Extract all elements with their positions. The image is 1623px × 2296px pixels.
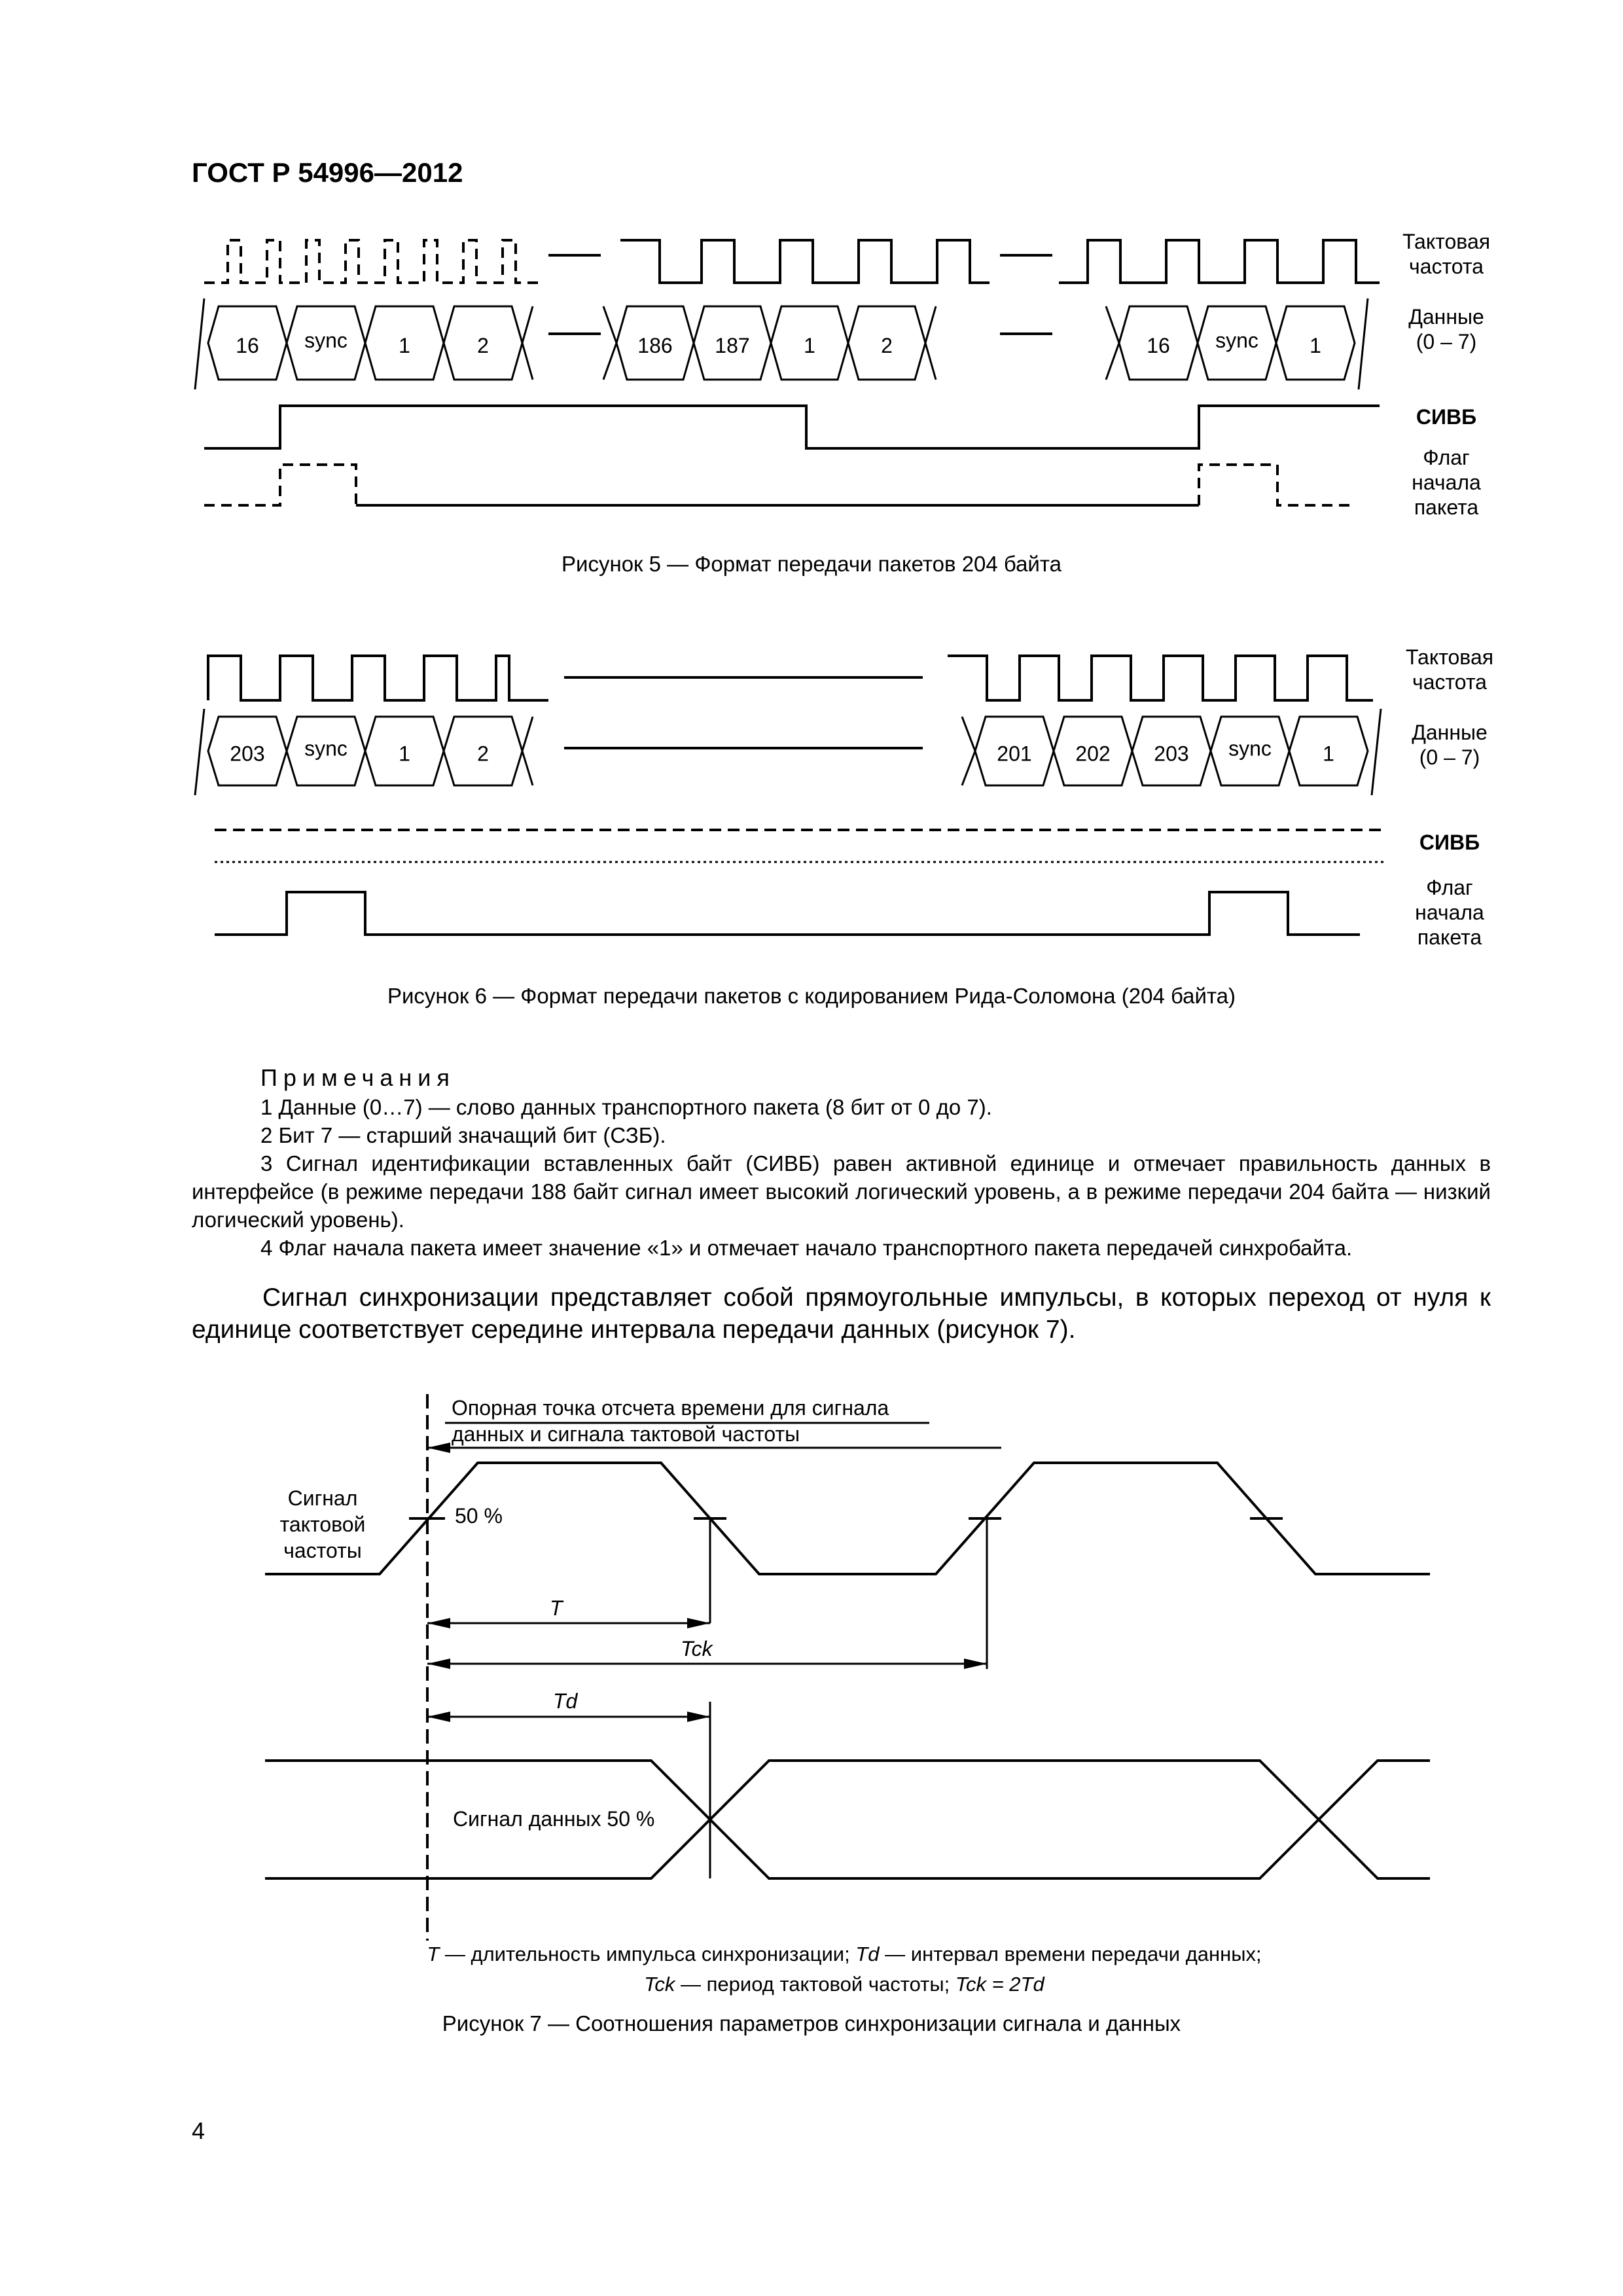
data-byte-label: 2 (477, 334, 489, 357)
bus-open-edge (962, 717, 975, 785)
pct-label: 50 % (455, 1504, 503, 1528)
data-signal-label: Сигнал данных 50 % (453, 1807, 655, 1831)
reference-label: данных и сигнала тактовой частоты (452, 1422, 800, 1446)
t-label: T (550, 1596, 563, 1620)
data-byte-label: sync (1228, 736, 1272, 761)
note-item: 3 Сигнал идентификации вставленных байт (СИВБ) равен активной единице и отмечает правильность данных в интерфейсе (в режиме передачи 188 байт сигнал имеет высокий логический уровень, а в режиме передачи 204 байта — низкий логический уровень). (192, 1151, 1491, 1232)
data-byte-label: 16 (236, 334, 259, 357)
notes-title: Примечания (260, 1064, 455, 1091)
data-byte-label: 16 (1147, 334, 1170, 357)
data-byte-label: 202 (1075, 742, 1111, 766)
body-paragraph: Сигнал синхронизации представляет собой прямоугольные импульсы, в которых переход от нуля к единице соответствует середине интервала передачи данных (рисунок 7). (192, 1283, 1491, 1344)
clock-label: Тактовая частота (1405, 645, 1494, 694)
note-item: 1 Данные (0…7) — слово данных транспортного пакета (8 бит от 0 до 7). (260, 1095, 992, 1119)
figure-7-timing-diagram (0, 1368, 1623, 1944)
figure-6-caption: Рисунок 6 — Формат передачи пакетов с кодированием Рида-Соломона (204 байта) (387, 984, 1236, 1008)
data-byte-label: 1 (399, 742, 410, 766)
document-header: ГОСТ Р 54996—2012 (192, 157, 463, 188)
data-byte-label: 1 (399, 334, 410, 357)
data-byte-label: 1 (1323, 742, 1334, 766)
flag-label: Флаг начала пакета (1412, 446, 1481, 519)
data-label: Данные (0 – 7) (1412, 721, 1488, 769)
data-byte-label: 187 (715, 334, 750, 357)
data-byte-label: 203 (1154, 742, 1189, 766)
notes-block (192, 1064, 1491, 1262)
legend-line-2: Tck — период тактовой частоты; Tck = 2Td (644, 1973, 1044, 1996)
sivb-label: СИВБ (1419, 831, 1480, 854)
data-byte-label: sync (304, 736, 348, 761)
tck-label: Tck (681, 1637, 713, 1660)
bus-break-mark (195, 298, 204, 389)
bus-break-mark (1372, 709, 1381, 795)
data-byte-label: 2 (881, 334, 893, 357)
data-byte-label: 201 (997, 742, 1032, 766)
note-item: 2 Бит 7 — старший значащий бит (СЗБ). (260, 1123, 666, 1147)
data-byte-label: 2 (477, 742, 489, 766)
bus-open-edge (925, 306, 936, 343)
note-item: 4 Флаг начала пакета имеет значение «1» и отмечает начало транспортного пакета передачей синхробайта. (260, 1236, 1353, 1260)
bus-break-mark (1359, 298, 1368, 389)
bus-open-edge (925, 343, 936, 380)
bus-open-edge (522, 717, 533, 751)
data-byte-label: 186 (637, 334, 673, 357)
figure-5-timing-diagram (0, 223, 1623, 530)
bus-break-mark (195, 709, 204, 795)
clock-label: Тактовая частота (1402, 230, 1491, 278)
bus-open-edge (522, 751, 533, 786)
data-byte-label: sync (1215, 329, 1258, 352)
page-number: 4 (192, 2117, 205, 2144)
data-byte-label: 1 (804, 334, 815, 357)
figure-7-legend (0, 1939, 1623, 2000)
figure-5-caption: Рисунок 5 — Формат передачи пакетов 204 байта (562, 552, 1061, 576)
bus-open-edge (603, 306, 616, 380)
data-label: Данные (0 – 7) (1408, 305, 1484, 353)
data-byte-label: 203 (230, 742, 265, 766)
clock-signal-label: Сигнал тактовой частоты (279, 1486, 366, 1562)
flag-label: Флаг начала пакета (1415, 876, 1484, 949)
bus-open-edge (1106, 306, 1119, 380)
sivb-label: СИВБ (1416, 405, 1477, 429)
reference-label: Опорная точка отсчета времени для сигнала (452, 1396, 889, 1420)
bus-open-edge (522, 306, 533, 343)
bus-open-edge (522, 343, 533, 380)
legend-line-1: T — длительность импульса синхронизации; Td — интервал времени передачи данных; (427, 1943, 1262, 1965)
figure-7-caption: Рисунок 7 — Соотношения параметров синхронизации сигнала и данных (442, 2011, 1181, 2036)
td-label: Td (553, 1689, 578, 1713)
figure-6-timing-diagram (0, 638, 1623, 965)
data-byte-label: 1 (1310, 334, 1321, 357)
data-byte-label: sync (304, 329, 348, 352)
